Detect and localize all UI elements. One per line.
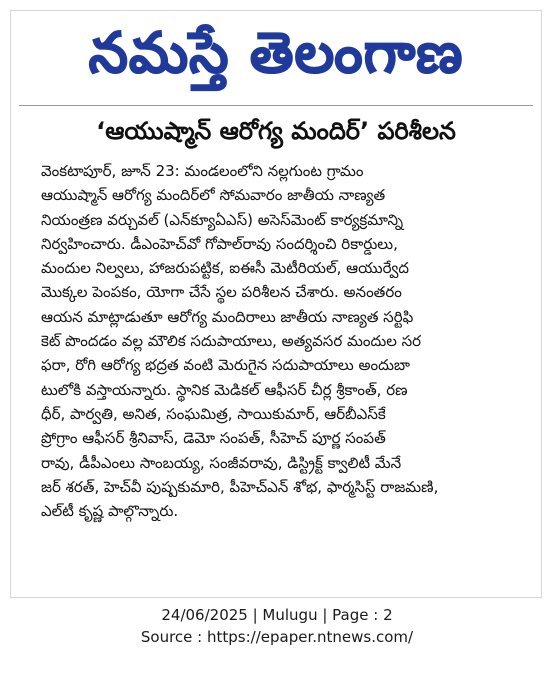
article-line: నిర్వహించారు. డీఎంహెచ్‌వో గోపాల్‌రావు సందర్శించి రికార్డులు, [41, 234, 398, 253]
article-line: నియంత్రణ వర్చువల్ (ఎన్‌క్యూఏఎస్) అసెస్‌మెంట్ కార్యక్రమాన్ని [41, 210, 404, 229]
article-line: ఆయుష్మాన్ ఆరోగ్య మందిర్‌లో సోమవారం జాతీయ నాణ్యత [41, 186, 386, 205]
article-line: ఆయన మాట్లాడుతూ ఆరోగ్య మందిరాలు జాతీయ నాణ్యత సర్టిఫి [41, 307, 414, 326]
clipping-footer [0, 604, 554, 648]
clipping-meta: 24/06/2025 | Mulugu | Page : 2 [161, 606, 393, 624]
article-line: టులోకి వస్తాయన్నారు. స్థానిక మెడికల్ ఆఫీసర్ చీర్ల శ్రీకాంత్, రణ [41, 380, 408, 399]
masthead-divider [19, 105, 533, 106]
article-line: ఫరా, రోగి ఆరోగ్య భద్రత వంటి మెరుగైన సదుపాయాలు అందుబా [41, 356, 410, 375]
clipping-source: Source : https://epaper.ntnews.com/ [140, 628, 414, 646]
article-line: జర్ శరత్, హెచ్‌వీ పుష్పకుమారి, పీహెచ్ఎన్ శోభ, ఫార్మసిస్ట్ రాజమణి, [41, 477, 439, 496]
article-line: కెట్ పొందడం వల్ల మౌలిక సదుపాయాలు, అత్యవసర మందుల సర [41, 332, 422, 351]
article-body [41, 159, 529, 523]
article-line: మందుల నిల్వలు, హాజరుపట్టిక, ఐఈసీ మెటీరియల్, ఆయుర్వేద [41, 259, 409, 278]
article-line: ఎల్‌టీ కృష్ణ పాల్గొన్నారు. [41, 502, 179, 521]
article-line: ప్రోగ్రాం ఆఫీసర్ శ్రీనివాస్, డెమో సంపత్, సీహెచ్ పూర్ణ సంపత్ [41, 429, 386, 448]
article-line: మొక్కల పెంపకం, యోగా చేసే స్థల పరిశీలన చేశారు. అనంతరం [41, 283, 402, 302]
newspaper-masthead: నమస్తే తెలంగాణ [88, 21, 464, 86]
article-headline: ‘ఆయుష్మాన్ ఆరోగ్య మందిర్’ పరిశీలన [96, 117, 456, 145]
newspaper-clipping [10, 10, 542, 598]
article-line: ధీర్, పార్వతి, అనిత, సంఘమిత్ర, సాయికుమార్, ఆర్‌బీఎస్‌కే [41, 404, 386, 423]
article-line: వెంకటాపూర్, జూన్ 23: మండలంలోని నల్లగుంట గ్రామం [41, 162, 364, 180]
article-line: రావు, డీపీఎంలు సాంబయ్య, సంజీవరావు, డిస్ట్రిక్ట్ క్వాలిటీ మేనే [41, 453, 402, 472]
